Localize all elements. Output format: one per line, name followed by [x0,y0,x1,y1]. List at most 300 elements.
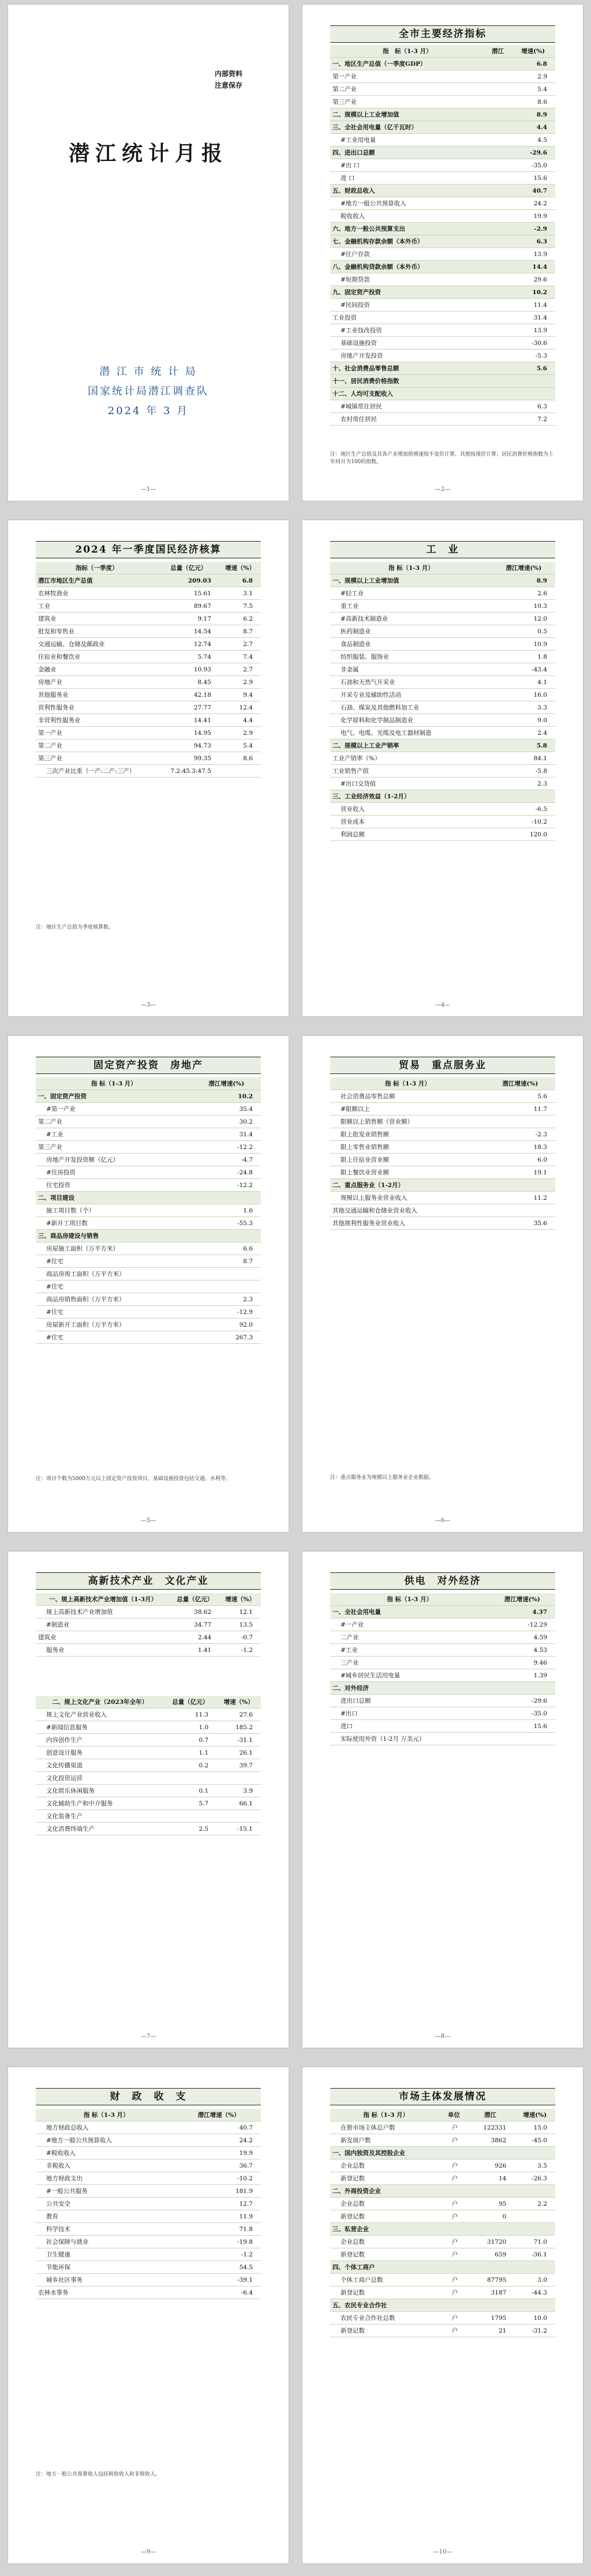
table-row [36,1785,261,1797]
cell-indicator: 住宅投资 [36,1179,192,1192]
section-title: 工 业 [330,541,555,558]
cell-value [485,1179,555,1192]
table-row [36,2261,261,2274]
cell-indicator: 商品房销售面积（万平方米） [36,1293,192,1306]
cell-value: -26.3 [514,2172,555,2185]
cell-empty [485,261,511,273]
cell-indicator: 开采专业及辅助性活动 [330,689,492,701]
cell-indicator: 内容创作生产 [36,1734,164,1747]
cell-empty [485,121,511,134]
table-row [330,2325,555,2337]
table-row [36,574,261,587]
cell-value: 6.3 [511,235,555,248]
cell-value: 户 [442,2325,466,2337]
cell-indicator: 三、私营企业 [330,2223,442,2236]
section-title: 财 政 收 支 [36,2088,261,2105]
table-header [330,45,555,58]
cell-empty [485,159,511,172]
cell-value [164,1810,216,1823]
cell-indicator: 施工项目数（个） [36,1204,192,1217]
table-row [330,1682,555,1695]
cell-value: 8.7 [219,625,261,638]
cell-value: 89.67 [158,600,219,613]
page-gdp-accounting [8,520,289,1016]
page-number: —2— [435,486,451,493]
cell-value: 30.2 [192,1116,261,1128]
table-row [36,1255,261,1268]
cell-value: 26.1 [216,1747,261,1759]
cell-indicator: 在册市场主体总户数 [330,2121,442,2134]
cell-value: 87795 [466,2274,514,2286]
cell-value: -12.29 [489,1619,556,1631]
page-number: —9— [140,2549,156,2555]
industry-table [330,562,555,841]
cell-indicator: 科学技术 [36,2223,177,2236]
table-row [330,1733,555,1745]
cell-indicator: 进口 [330,1720,489,1733]
cell-value: 185.2 [216,1721,261,1734]
cell-value: 31.4 [511,311,555,324]
cell-value: 户 [442,2210,466,2223]
table-row [36,1268,261,1281]
cell-indicator: 金融业 [36,663,158,676]
cell-value: 13.9 [511,248,555,261]
table-note: 注：重点服务业为规模以上服务业企业数据。 [330,1475,435,1481]
cell-indicator: #地方一般公共预算收入 [330,197,485,210]
cell-indicator: #第一产业 [36,1103,192,1116]
cell-indicator: 限上住宿业营业额 [330,1154,485,1166]
cell-indicator: 农林牧渔业 [36,587,158,600]
table-header [330,562,555,574]
col-indicator: 指 标（1-3 月） [36,1077,192,1090]
table-row [36,1281,261,1293]
cell-value: 户 [442,2134,466,2147]
table-row [330,299,555,311]
cell-indicator: 房地产开发投资额（亿元） [36,1154,192,1166]
cell-indicator: 新登记数 [330,2172,442,2185]
cell-indicator: 基础设施投资 [330,337,485,350]
cell-value: 31.4 [192,1128,261,1141]
cell-empty [485,311,511,324]
table-body [36,1708,261,1835]
cell-value: 5.4 [219,739,261,752]
table-row [36,2286,261,2299]
table-note: 注：地方一般公共预算收入包括税收收入和非税收入。 [36,2472,161,2477]
cell-indicator: #限额以上 [330,1103,485,1116]
cell-value: 39.7 [216,1759,261,1772]
cell-value: 8.7 [192,1255,261,1268]
cell-indicator: #城乡居民生活用电量 [330,1669,489,1682]
table-row [330,600,555,613]
cell-indicator: 新发展户数 [330,2134,442,2147]
table-row [330,714,555,727]
col-indicator: 指 标（1-3 月） [330,1077,485,1090]
cell-value: -10.2 [177,2172,261,2185]
table-row [330,1116,555,1128]
cell-value: 6.2 [219,613,261,625]
table-row [330,235,555,248]
table-row [330,574,555,587]
page-cover [8,5,289,501]
col-growth: 增速(%) [511,45,555,58]
col-indicator: 指 标（1-3 月） [36,2109,177,2121]
cell-indicator: #一产业 [330,1619,489,1631]
table-row [330,1669,555,1682]
cell-indicator: 其他交通运输和仓储业营业收入 [330,1204,485,1217]
power-table [330,1593,555,1745]
table-body [330,1090,555,1230]
table-row [330,2223,555,2236]
cell-value: 181.9 [177,2185,261,2198]
cell-value [489,1733,556,1745]
cell-value: 2.2 [514,2198,555,2210]
table-row [330,2286,555,2299]
cell-indicator: 税收收入 [330,210,485,223]
cell-value: 户 [442,2236,466,2248]
table-row [330,185,555,197]
cell-indicator: 文化投资运营 [36,1772,164,1785]
cell-indicator: #税收收入 [36,2147,177,2160]
cell-value [485,1204,555,1217]
table-row [36,1331,261,1344]
cell-value: -55.3 [192,1217,261,1230]
table-row [36,663,261,676]
page-hightech-culture [8,1552,289,2048]
table-row [330,638,555,651]
cell-value: 54.5 [177,2261,261,2274]
cell-value: 10.93 [158,663,219,676]
cell-value: 3187 [466,2286,514,2299]
cell-value: 4.4 [511,121,555,134]
cell-value: -6.5 [492,803,555,816]
cell-value: 10.3 [492,600,555,613]
cell-empty [485,172,511,185]
cell-value: 4.37 [489,1606,556,1619]
table-header [330,1077,555,1090]
cell-indicator: 电气、电缆、光缆及电工器材制造 [330,727,492,739]
cell-indicator: 食品制造业 [330,638,492,651]
cell-indicator: 二、外商投资企业 [330,2185,442,2198]
page-number: —10— [433,2549,452,2555]
cell-value: -12.2 [192,1179,261,1192]
cell-value [442,2261,466,2274]
cell-indicator: 石油、煤炭及其他燃料加工业 [330,701,492,714]
cell-value: 7.2:45.3:47.5 [158,765,219,778]
cell-indicator: 企业总数 [330,2160,442,2172]
table-row [330,790,555,803]
table-note: 注：项目个数为5000万元以上固定资产投资项目，基础设施投资包括交通、水利等。 [36,1476,231,1482]
table-row [330,223,555,235]
table-row [330,362,555,375]
cell-indicator: 文化娱乐休闲服务 [36,1785,164,1797]
table-row [330,587,555,600]
cell-indicator: 新登记数 [330,2210,442,2223]
cell-indicator: #出口 [330,1707,489,1720]
table-row [330,2312,555,2325]
page-number: —8— [435,2033,451,2040]
cell-value: 99.35 [158,752,219,765]
cell-indicator: 服务业 [36,1644,170,1657]
table-row [330,778,555,790]
cell-indicator: 五、财政总收入 [330,185,485,197]
cell-empty [485,185,511,197]
table-row [330,350,555,362]
section-title: 贸易 重点服务业 [330,1057,555,1074]
table-row [330,689,555,701]
page-number: —4— [435,1002,451,1008]
table-row [36,1606,261,1619]
cell-value [466,2261,514,2274]
cell-value: 11.2 [485,1192,555,1204]
cell-indicator: #制造业 [36,1619,170,1631]
table-row [330,1657,555,1669]
cell-empty [485,108,511,121]
cell-indicator: 第二产业 [36,739,158,752]
cell-indicator: #新闻信息服务 [36,1721,164,1734]
table-row [330,70,555,83]
cell-value: -12.9 [192,1306,261,1319]
cell-value: -36.1 [514,2248,555,2261]
cell-indicator: 非税收入 [36,2160,177,2172]
page-market-entities [302,2067,583,2563]
cell-indicator: 三、工业经济效益（1-2月） [330,790,492,803]
cell-value: 12.4 [219,701,261,714]
cell-indicator: 四、个体工商户 [330,2261,442,2274]
col-growth: 潜江增速（%） [177,2109,261,2121]
cell-value: -1.2 [219,1644,261,1657]
cell-indicator: 纺织服装、服饰业 [330,651,492,663]
table-row [330,613,555,625]
cell-value: 14.95 [158,727,219,739]
table-row [36,2248,261,2261]
cell-value: 1795 [466,2312,514,2325]
cell-value: 13.9 [511,324,555,337]
table-row [36,1166,261,1179]
cell-value: 2.3 [192,1293,261,1306]
cell-value: -2.3 [485,1128,555,1141]
table-row [330,676,555,689]
cell-value: 14.54 [158,625,219,638]
cell-value [485,1116,555,1128]
table-row [36,1319,261,1331]
cell-indicator: 新登记数 [330,2325,442,2337]
cell-empty [485,235,511,248]
cell-indicator: 地方财政总收入 [36,2121,177,2134]
col-indicator: 指 标（1-3 月） [330,45,485,58]
cell-value [164,1772,216,1785]
cell-indicator: 建筑业 [36,1631,170,1644]
cell-empty [485,83,511,96]
cell-value: -2.9 [511,223,555,235]
cell-value: 2.6 [492,587,555,600]
table-row [36,2210,261,2223]
cell-value: 5.4 [511,83,555,96]
cell-value: 1.41 [170,1644,219,1657]
table-row [330,1103,555,1116]
table-row [330,2261,555,2274]
cell-indicator: 一、国内独资及其控股企业 [330,2147,442,2160]
cell-empty [485,362,511,375]
section-title: 2024 年一季度国民经济核算 [36,541,261,558]
table-row [330,2185,555,2198]
table-row [330,108,555,121]
table-row [330,1217,555,1230]
cell-value: -5.3 [511,350,555,362]
table-row [330,286,555,299]
cell-value [514,2185,555,2198]
col-qianjiang: 潜江 [485,45,511,58]
cell-value: 1.8 [492,651,555,663]
cell-indicator: 交通运输、仓储及邮政业 [36,638,158,651]
table-row [330,739,555,752]
cell-value: -15.1 [216,1823,261,1835]
table-row [330,2147,555,2160]
cell-value [514,2261,555,2274]
table-row [330,248,555,261]
cell-value: 2.4 [492,727,555,739]
cell-empty [485,324,511,337]
cell-value [216,1810,261,1823]
cell-value: -19.8 [177,2236,261,2248]
cell-indicator: 限上批发业销售额 [330,1128,485,1141]
cell-value: 3.1 [219,587,261,600]
cell-indicator: 工业 [36,600,158,613]
table-row [36,2185,261,2198]
cover-tags [215,68,242,91]
cell-indicator: 企业总数 [330,2198,442,2210]
cell-value: 9.0 [492,714,555,727]
table-row [36,1747,261,1759]
cell-value: 户 [442,2312,466,2325]
cell-indicator: #住房投资 [36,1166,192,1179]
cell-indicator: 实际使用外资（1-2月 万美元） [330,1733,489,1745]
cell-indicator: 三产业 [330,1657,489,1669]
cell-indicator: #工业用电量 [330,134,485,147]
cell-value: 71.8 [177,2223,261,2236]
page-number: —6— [435,1518,451,1524]
table-row [330,1707,555,1720]
table-row [330,121,555,134]
cell-value: 38.62 [170,1606,219,1619]
cell-indicator: 二、项目建设 [36,1192,192,1204]
cell-value: 95 [466,2198,514,2210]
cell-value: 9.17 [158,613,219,625]
cell-value [466,2147,514,2160]
cell-indicator: 批发和零售业 [36,625,158,638]
cell-value: 2.9 [511,70,555,83]
cell-indicator: 非营利性服务业 [36,714,158,727]
table-row [330,1166,555,1179]
table-row [36,1306,261,1319]
page-number: —1— [140,486,156,493]
cell-indicator: 城乡社区事务 [36,2274,177,2286]
cell-indicator: 文化装备生产 [36,1810,164,1823]
cell-indicator: 进 口 [330,172,485,185]
cell-value: 户 [442,2121,466,2134]
table-row [36,1242,261,1255]
table-row [330,651,555,663]
cell-empty [485,388,511,400]
table-row [36,1823,261,1835]
table-body [36,1090,261,1344]
cell-value: 4.4 [219,714,261,727]
cell-value: 1.39 [489,1669,556,1682]
cell-indicator: 石油和天然气开采业 [330,676,492,689]
table-row [36,587,261,600]
table-body [36,1606,261,1657]
table-row [36,1116,261,1128]
table-row [330,1619,555,1631]
cell-indicator: 房屋新开工面积（万平方米） [36,1319,192,1331]
cell-value [466,2185,514,2198]
cell-indicator: #新开工项目数 [36,1217,192,1230]
cell-indicator: 其他规利性服务业营业收入 [330,1217,485,1230]
cell-value [219,765,261,778]
hightech-table [36,1593,261,1657]
cell-value: 户 [442,2286,466,2299]
cell-indicator: #轻工业 [330,587,492,600]
cell-value: 3.3 [492,701,555,714]
cell-value [466,2223,514,2236]
cell-indicator: 新登记数 [330,2248,442,2261]
cell-value: 3862 [466,2134,514,2147]
table-row [330,210,555,223]
cell-empty [485,400,511,413]
cell-indicator: #出 口 [330,159,485,172]
cell-value: 2.3 [492,778,555,790]
cell-indicator: 社会消费品零售总额 [330,1090,485,1103]
table-row [36,1217,261,1230]
table-row [36,600,261,613]
cell-indicator: 医药制造业 [330,625,492,638]
cell-indicator: #住宅 [36,1306,192,1319]
table-body [330,58,555,426]
cell-value: 15.0 [514,2121,555,2134]
cell-indicator: 第三产业 [36,1141,192,1154]
table-row [36,1708,261,1721]
cell-indicator: 营业收入 [330,803,492,816]
investment-table [36,1077,261,1344]
page-industry [302,520,583,1016]
table-row [330,1192,555,1204]
col-indicator: 二、规上文化产业（2023年全年） [36,1696,164,1708]
cell-indicator: 房地产开发投资 [330,350,485,362]
market-table [330,2109,555,2337]
table-row [330,1154,555,1166]
cell-indicator: 二、规模以上工业增加值 [330,108,485,121]
table-row [36,1759,261,1772]
table-body [330,2121,555,2337]
table-row [36,625,261,638]
table-row [330,816,555,828]
cell-indicator: 限上餐饮业营业额 [330,1166,485,1179]
col-growth: 潜江增速(%) [192,1077,261,1090]
cell-empty [485,350,511,362]
culture-table [36,1696,261,1835]
cell-value: 21 [466,2325,514,2337]
cell-indicator: 三、商品房建设与销售 [36,1230,192,1242]
cell-value [514,2210,555,2223]
cell-value: 5.74 [158,651,219,663]
table-row [330,828,555,841]
cell-indicator: 地方财政支出 [36,2172,177,2185]
table-row [36,752,261,765]
cell-empty [485,413,511,426]
cell-value: 11.7 [485,1103,555,1116]
cell-value: 19.1 [485,1166,555,1179]
cell-value: 8.9 [492,574,555,587]
cell-value: 户 [442,2198,466,2210]
